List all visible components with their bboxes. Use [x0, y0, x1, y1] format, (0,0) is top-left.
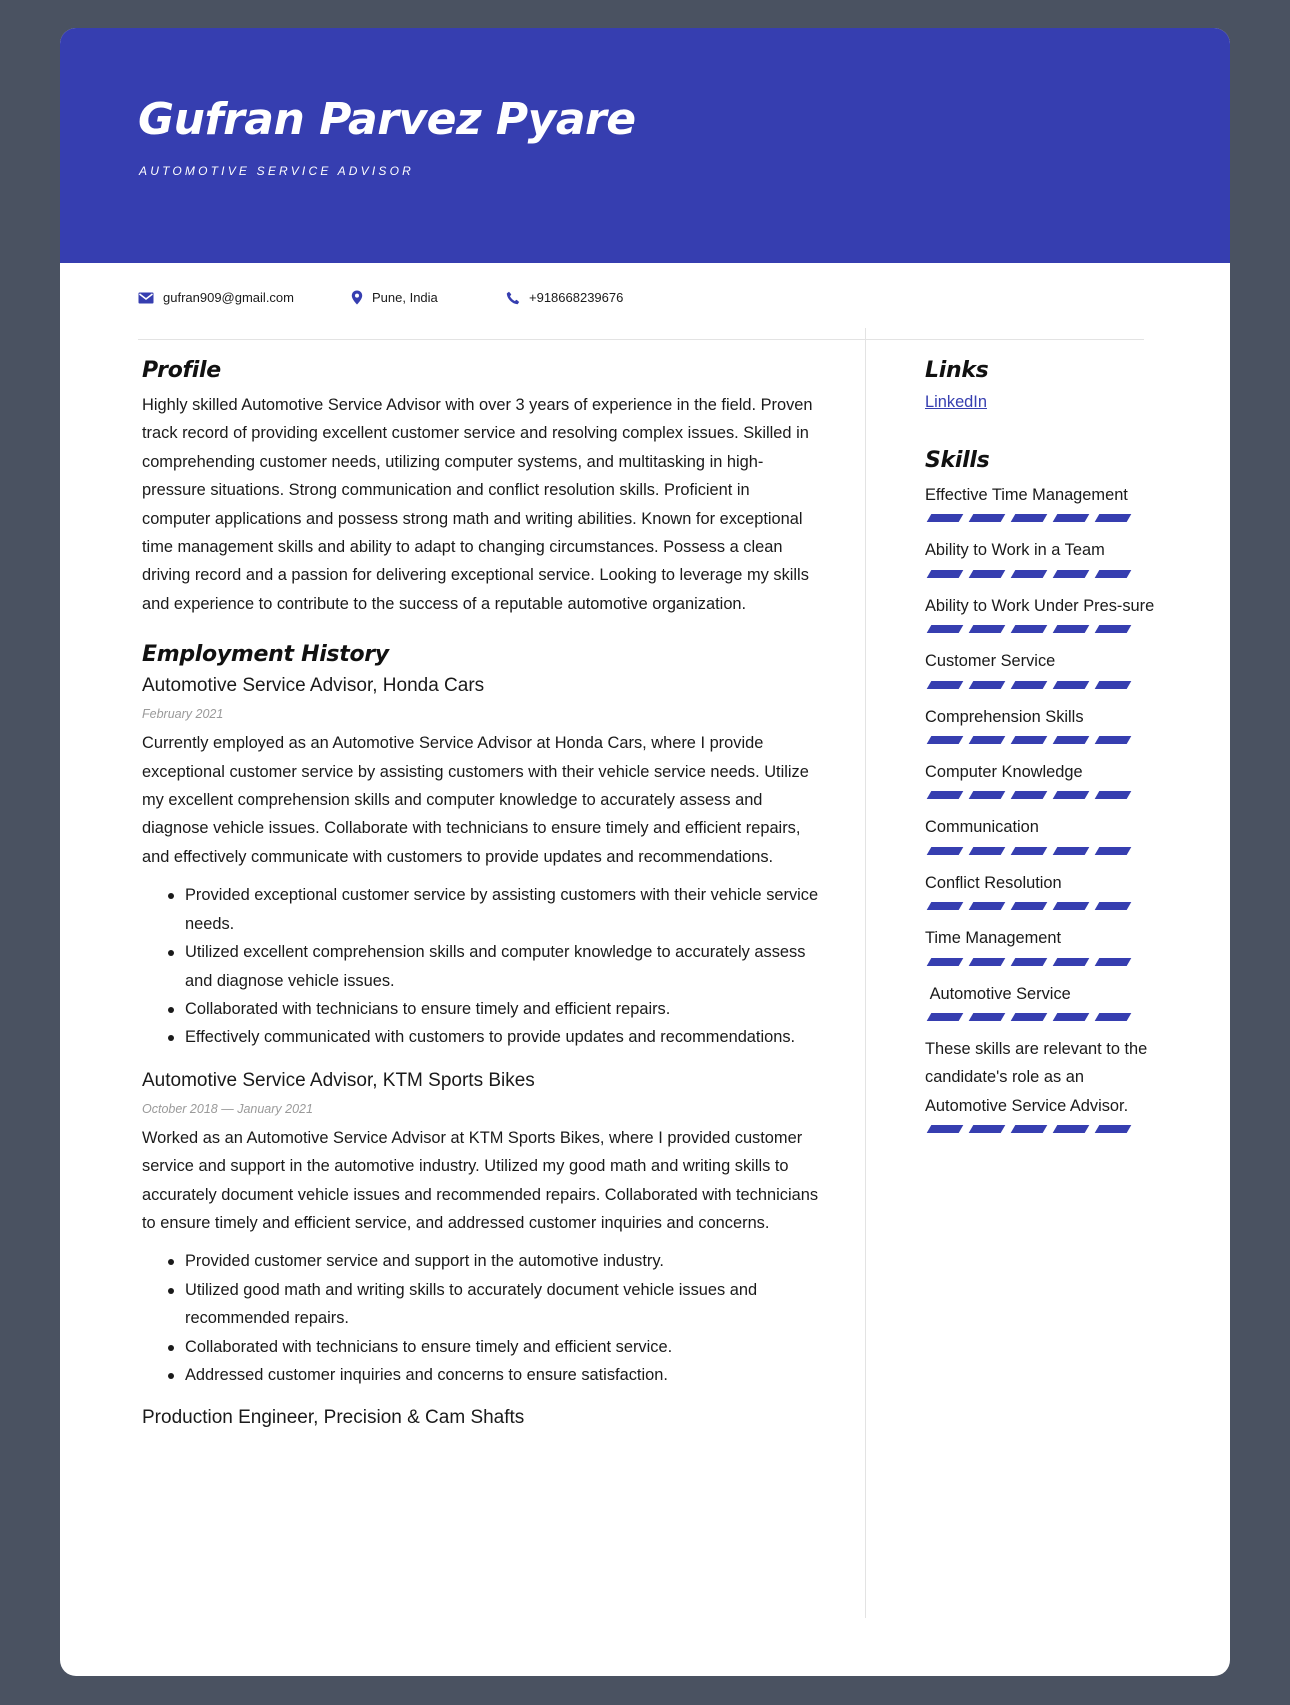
- job-description: Worked as an Automotive Service Advisor at KTM Sports Bikes, where I provided customer service and support in the automotive industry. Utilized my good math and writing skills to accurately document vehicle issues and recommended repairs. Collaborated with technicians to ensure timely and efficient service, and addressed customer inquiries and concerns.: [142, 1128, 819, 1232]
- job-entry: [142, 1407, 822, 1429]
- skill-level-segment: [1053, 625, 1090, 633]
- job-bullets: [142, 881, 822, 1051]
- list-item: Utilized good math and writing skills to accurately document vehicle issues and recommended repairs.: [142, 1276, 822, 1333]
- skill-level-segment: [1095, 514, 1132, 522]
- skill-level-segment: [1011, 514, 1048, 522]
- skill-level-segment: [927, 681, 964, 689]
- skill-level-segment: [927, 736, 964, 744]
- contact-email[interactable]: [138, 290, 294, 305]
- skill-item: [925, 1035, 1165, 1133]
- skill-level-bar: [925, 736, 1165, 744]
- contact-bar: [138, 290, 1144, 340]
- skill-item: [925, 924, 1165, 965]
- skill-level-bar: [925, 902, 1165, 910]
- profile-section: [142, 358, 822, 618]
- skill-level-segment: [1011, 681, 1048, 689]
- skill-item: [925, 536, 1165, 577]
- skill-level-segment: [969, 736, 1006, 744]
- skill-level-segment: [1011, 570, 1048, 578]
- skill-level-bar: [925, 847, 1165, 855]
- skill-item: [925, 980, 1165, 1021]
- list-item: Utilized excellent comprehension skills and computer knowledge to accurately assess and diagnose vehicle issues.: [142, 938, 822, 995]
- contact-phone[interactable]: [506, 290, 623, 305]
- skill-level-segment: [1053, 1013, 1090, 1021]
- job-entry: [142, 1070, 822, 1390]
- skill-level-bar: [925, 514, 1165, 522]
- skill-level-segment: [927, 902, 964, 910]
- skill-level-segment: [1053, 847, 1090, 855]
- profile-heading: Profile: [142, 358, 221, 383]
- linkedin-link[interactable]: LinkedIn: [925, 393, 987, 411]
- job-date: October 2018 — January 2021: [142, 1101, 313, 1116]
- skill-level-segment: [927, 625, 964, 633]
- candidate-name: Gufran Parvez Pyare: [138, 94, 636, 145]
- skill-level-segment: [1053, 514, 1090, 522]
- employment-heading: Employment History: [142, 642, 389, 668]
- skill-level-segment: [1011, 791, 1048, 799]
- skill-level-segment: [1011, 847, 1048, 855]
- employment-section: [142, 642, 822, 1429]
- skill-name: These skills are relevant to the candidate's role as an Automotive Service Advisor.: [925, 1040, 1152, 1115]
- skill-level-segment: [1053, 1125, 1090, 1133]
- links-heading: Links: [925, 358, 989, 383]
- skill-level-segment: [969, 1125, 1006, 1133]
- skill-level-segment: [927, 1013, 964, 1021]
- skill-level-segment: [1095, 1125, 1132, 1133]
- skill-level-segment: [927, 847, 964, 855]
- side-column: [925, 358, 1165, 1147]
- location-pin-icon: [351, 290, 363, 305]
- skill-name: Comprehension Skills: [925, 707, 1084, 726]
- skill-name: Customer Service: [925, 652, 1056, 671]
- resume-header: [60, 28, 1230, 263]
- skill-name: Time Management: [925, 929, 1062, 948]
- skill-level-segment: [1053, 791, 1090, 799]
- skill-level-bar: [925, 681, 1165, 689]
- list-item: Addressed customer inquiries and concerns to ensure satisfaction.: [142, 1361, 822, 1389]
- skill-item: [925, 869, 1165, 910]
- skill-item: [925, 647, 1165, 688]
- job-bullets: [142, 1247, 822, 1389]
- profile-text: Highly skilled Automotive Service Advisor with over 3 years of experience in the field. Proven track record of providing excellent customer service and resolving complex issues. Skilled in comprehending customer needs, utilizing computer systems, and multitasking in high-pressure situations. Strong communication and conflict resolution skills. Proficient in computer applications and possess strong math and writing abilities. Known for exceptional time management skills and ability to adapt to changing circumstances. Possess a clean driving record and a passion for delivering exceptional service. Looking to leverage my skills and experience to contribute to the success of a reputable automotive organization.: [142, 396, 813, 613]
- links-section: [925, 358, 1165, 412]
- skill-level-bar: [925, 1125, 1165, 1133]
- skill-name: Ability to Work in a Team: [925, 541, 1105, 560]
- skill-name: Communication: [925, 818, 1039, 837]
- skill-name: Automotive Service: [925, 984, 1071, 1003]
- skill-level-segment: [927, 570, 964, 578]
- email-text: gufran909@gmail.com: [163, 290, 294, 305]
- list-item: Collaborated with technicians to ensure timely and efficient service.: [142, 1333, 822, 1361]
- skill-level-segment: [969, 791, 1006, 799]
- skill-item: [925, 481, 1165, 522]
- skill-level-segment: [927, 958, 964, 966]
- phone-icon: [506, 291, 520, 305]
- job-title: Automotive Service Advisor, Honda Cars: [142, 675, 485, 697]
- contact-location: [351, 290, 438, 305]
- skills-heading: Skills: [925, 448, 990, 473]
- skill-level-segment: [969, 514, 1006, 522]
- skill-level-segment: [969, 902, 1006, 910]
- skill-level-segment: [1011, 625, 1048, 633]
- list-item: Collaborated with technicians to ensure timely and efficient repairs.: [142, 995, 822, 1023]
- skill-level-segment: [1095, 791, 1132, 799]
- skill-level-segment: [1095, 847, 1132, 855]
- skill-level-segment: [1095, 902, 1132, 910]
- skill-level-segment: [1011, 902, 1048, 910]
- candidate-title: AUTOMOTIVE SERVICE ADVISOR: [139, 164, 415, 178]
- list-item: Provided exceptional customer service by assisting customers with their vehicle service needs.: [142, 881, 822, 938]
- skill-level-segment: [1095, 958, 1132, 966]
- job-date: February 2021: [142, 707, 224, 722]
- skill-level-segment: [1095, 1013, 1132, 1021]
- skill-level-segment: [1095, 736, 1132, 744]
- skill-level-segment: [1095, 625, 1132, 633]
- skill-level-segment: [1053, 902, 1090, 910]
- skill-level-segment: [927, 791, 964, 799]
- skill-level-segment: [969, 625, 1006, 633]
- job-title: Production Engineer, Precision & Cam Shafts: [142, 1407, 525, 1429]
- skill-name: Ability to Work Under Pres-sure: [925, 596, 1155, 615]
- skill-level-bar: [925, 791, 1165, 799]
- skill-level-segment: [969, 847, 1006, 855]
- skill-level-segment: [1053, 736, 1090, 744]
- resume-page: [60, 28, 1230, 1676]
- skill-level-bar: [925, 570, 1165, 578]
- skill-level-segment: [969, 958, 1006, 966]
- skill-item: [925, 758, 1165, 799]
- skill-level-segment: [1095, 570, 1132, 578]
- skill-level-bar: [925, 625, 1165, 633]
- skill-level-segment: [1095, 681, 1132, 689]
- job-description: Currently employed as an Automotive Service Advisor at Honda Cars, where I provide exceptional customer service by assisting customers with their vehicle service needs. Utilize my excellent comprehension skills and computer knowledge to accurately assess and diagnose vehicle issues. Collaborate with technicians to ensure timely and efficient repairs, and effectively communicate with customers to provide updates and recommendations.: [142, 734, 809, 866]
- list-item: Provided customer service and support in the automotive industry.: [142, 1247, 822, 1275]
- skill-item: [925, 813, 1165, 854]
- skill-level-segment: [969, 1013, 1006, 1021]
- skill-level-segment: [1011, 736, 1048, 744]
- location-text: Pune, India: [372, 290, 438, 305]
- skill-level-segment: [927, 1125, 964, 1133]
- skill-name: Computer Knowledge: [925, 763, 1083, 782]
- skill-level-segment: [1053, 681, 1090, 689]
- job-entry: [142, 675, 822, 1051]
- job-title: Automotive Service Advisor, KTM Sports Bikes: [142, 1069, 535, 1091]
- phone-text: +918668239676: [529, 290, 624, 305]
- mail-icon: [138, 292, 154, 304]
- skill-level-segment: [1053, 958, 1090, 966]
- skill-level-segment: [1053, 570, 1090, 578]
- skill-level-segment: [969, 681, 1006, 689]
- list-item: Effectively communicated with customers to provide updates and recommendations.: [142, 1023, 822, 1051]
- skill-level-segment: [969, 570, 1006, 578]
- skill-level-segment: [1011, 1013, 1048, 1021]
- column-divider: [865, 328, 866, 1618]
- skill-level-bar: [925, 958, 1165, 966]
- skill-level-segment: [927, 514, 964, 522]
- main-column: [142, 358, 822, 1429]
- skill-item: [925, 703, 1165, 744]
- skill-level-bar: [925, 1013, 1165, 1021]
- skills-list: [925, 481, 1165, 1133]
- skill-name: Conflict Resolution: [925, 873, 1062, 892]
- skill-level-segment: [1011, 958, 1048, 966]
- skill-name: Effective Time Management: [925, 486, 1128, 504]
- skill-level-segment: [1011, 1125, 1048, 1133]
- skills-section: [925, 448, 1165, 1133]
- skill-item: [925, 592, 1165, 633]
